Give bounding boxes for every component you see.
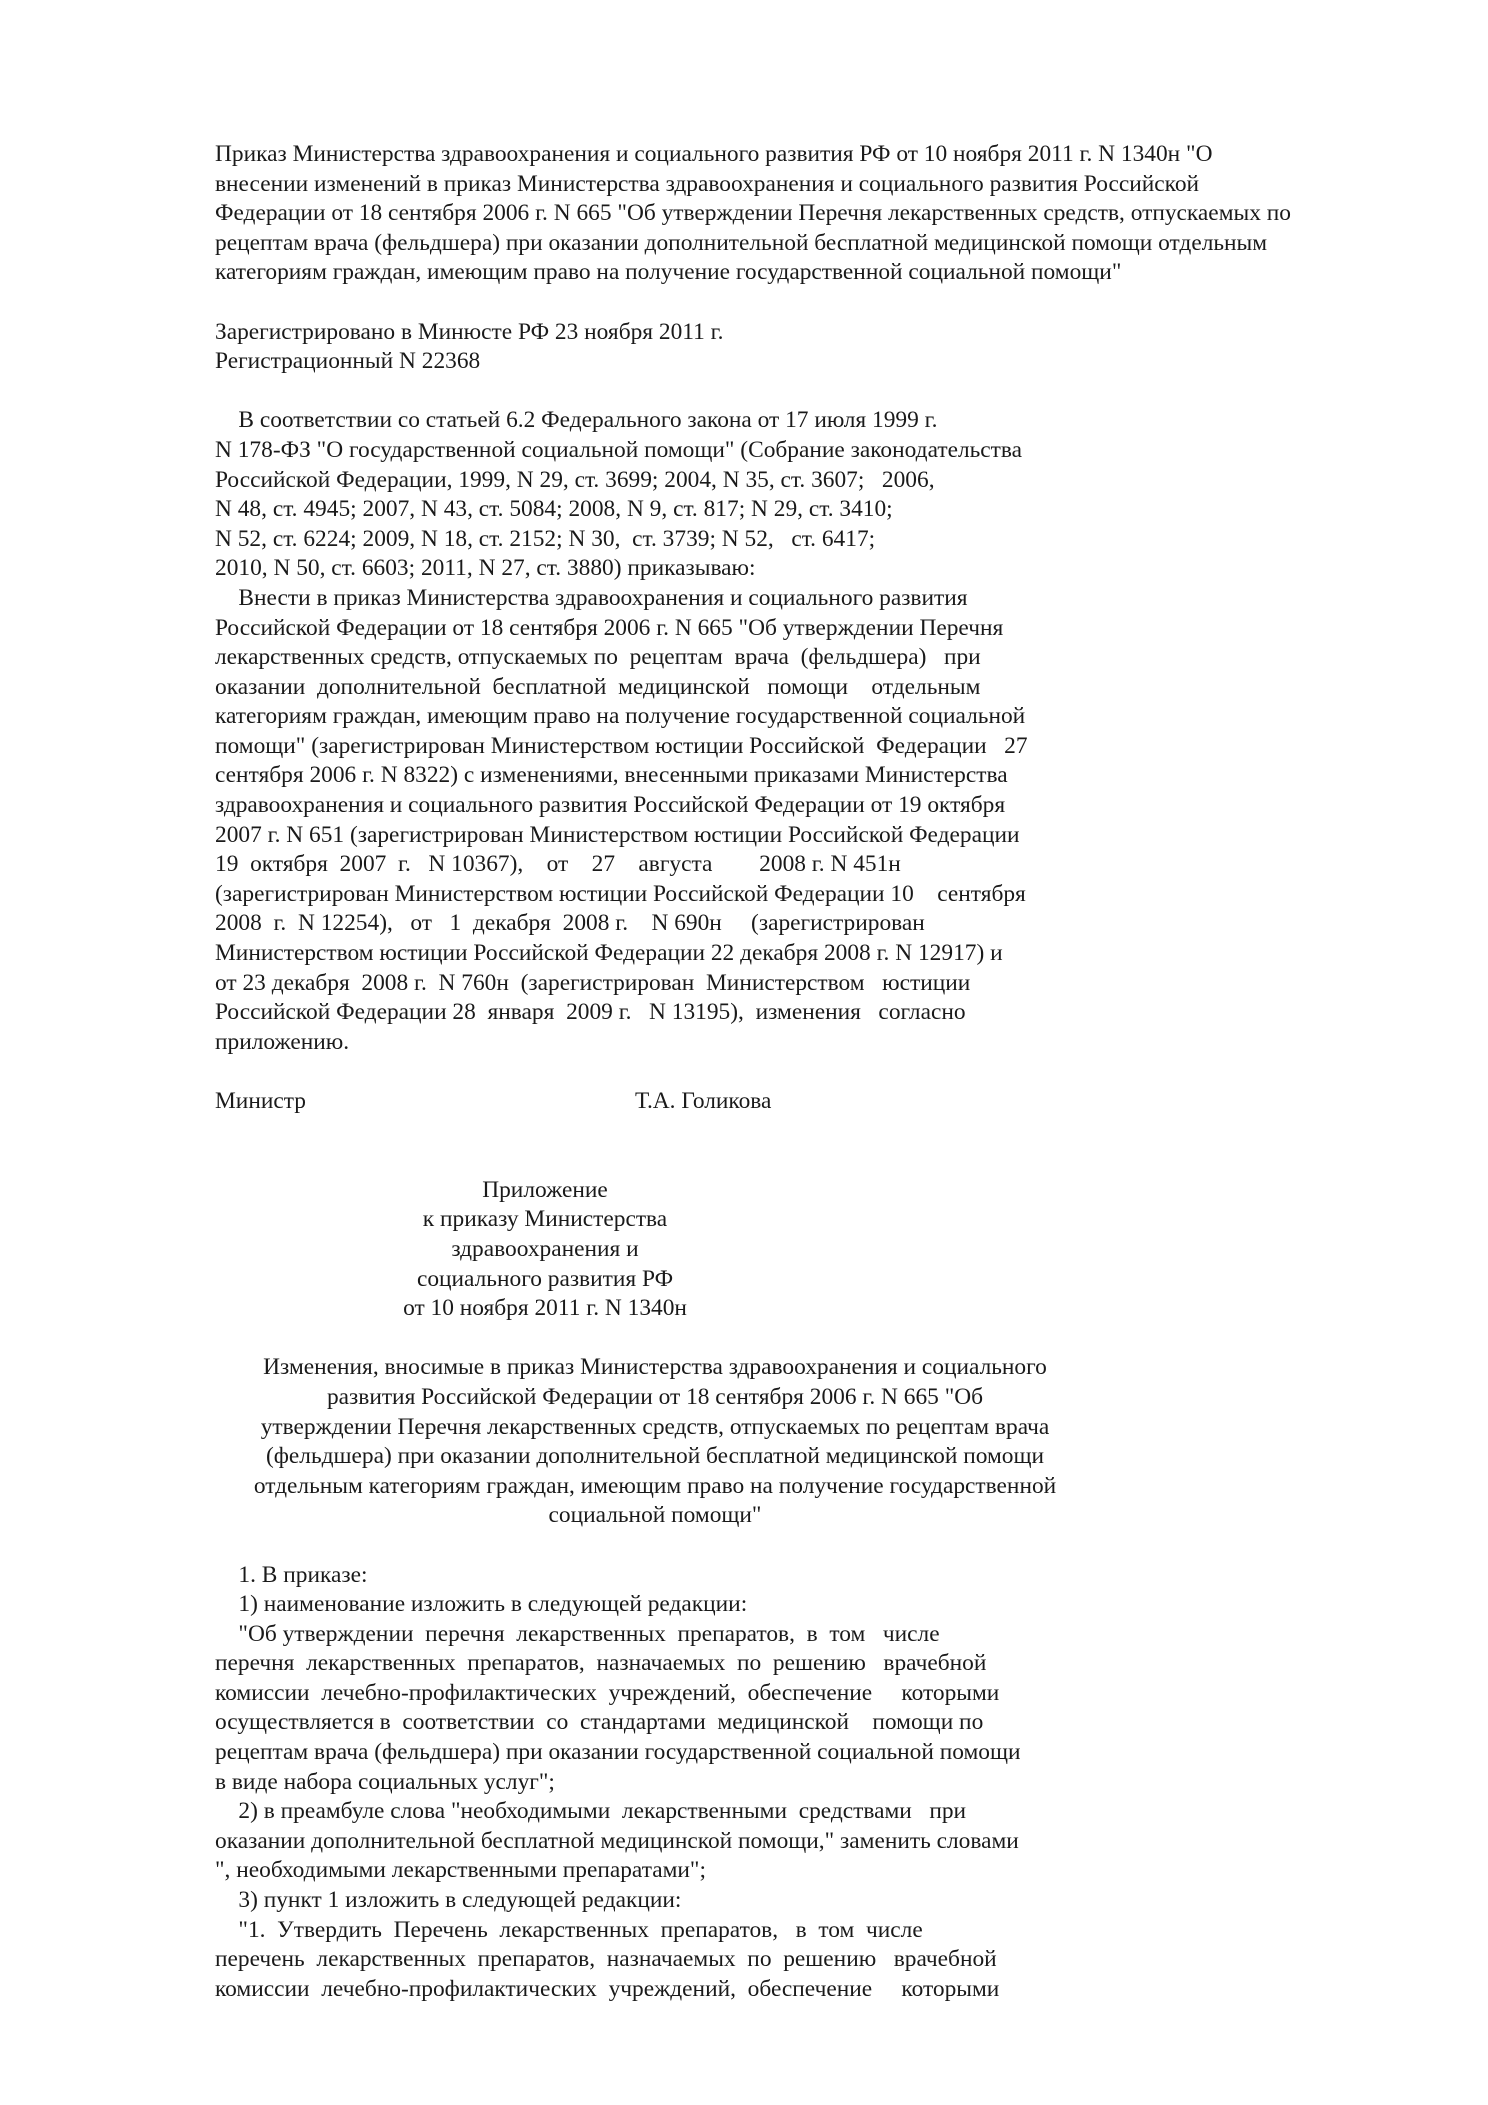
preamble-line: 2008 г. N 12254), от 1 декабря 2008 г. N 690н (зарегистрирован — [215, 910, 925, 937]
changes-title-line: утверждении Перечня лекарственных средств, отпускаемых по рецептам врача — [260, 1413, 1050, 1440]
spacer — [215, 288, 1215, 318]
appendix-header — [215, 1176, 875, 1324]
appendix-line: к приказу Министерства — [422, 1206, 668, 1233]
body-line: в виде набора социальных услуг"; — [215, 1768, 555, 1795]
changes-title — [215, 1353, 1095, 1531]
spacer — [215, 1531, 1215, 1561]
spacer — [215, 1324, 1215, 1354]
preamble-line: N 48, ст. 4945; 2007, N 43, ст. 5084; 2008, N 9, ст. 817; N 29, ст. 3410; — [215, 496, 893, 523]
changes-title-line: социальной помощи" — [548, 1502, 762, 1529]
preamble-line: Российской Федерации 28 января 2009 г. N 13195), изменения согласно — [215, 999, 966, 1026]
body-line: оказании дополнительной бесплатной медицинской помощи," заменить словами — [215, 1827, 1019, 1854]
title-line: Приказ Министерства здравоохранения и социального развития РФ от 10 ноября 2011 г. N 1340н "О — [215, 141, 1213, 167]
preamble-line: Российской Федерации, 1999, N 29, ст. 3699; 2004, N 35, ст. 3607; 2006, — [215, 466, 935, 493]
preamble-line: (зарегистрирован Министерством юстиции Российской Федерации 10 сентября — [215, 880, 1026, 907]
body-line: комиссии лечебно-профилактических учреждений, обеспечение которыми — [215, 1679, 1000, 1706]
spacer — [215, 1117, 1215, 1147]
body-line: "1. Утвердить Перечень лекарственных препаратов, в том числе — [215, 1916, 923, 1943]
appendix-line: социального развития РФ — [416, 1265, 674, 1292]
preamble-line: 2007 г. N 651 (зарегистрирован Министерством юстиции Российской Федерации — [215, 821, 1020, 848]
signatory-name: Т.А. Голикова — [635, 1088, 772, 1114]
preamble-line: 2010, N 50, ст. 6603; 2011, N 27, ст. 3880) приказываю: — [215, 555, 756, 582]
registration-line: Регистрационный N 22368 — [215, 348, 481, 375]
spacer — [215, 1146, 1215, 1176]
changes-title-line: Изменения, вносимые в приказ Министерства здравоохранения и социального — [263, 1354, 1047, 1381]
preamble-line: Министерством юстиции Российской Федерации 22 декабря 2008 г. N 12917) и — [215, 940, 1003, 967]
signatory-position: Министр — [215, 1088, 306, 1114]
title-line: Федерации от 18 сентября 2006 г. N 665 "Об утверждении Перечня лекарственных средств, отпускаемых по — [215, 200, 1291, 227]
body-line: "Об утверждении перечня лекарственных препаратов, в том числе — [215, 1620, 940, 1647]
body-line: осуществляется в соответствии со стандартами медицинской помощи по — [215, 1709, 984, 1736]
preamble-line: здравоохранения и социального развития Российской Федерации от 19 октября — [215, 792, 1006, 819]
preamble-line: оказании дополнительной бесплатной медицинской помощи отдельным — [215, 673, 981, 700]
appendix-line: здравоохранения и — [451, 1235, 639, 1262]
preamble-line: В соответствии со статьей 6.2 Федерального закона от 17 июля 1999 г. — [215, 407, 938, 434]
changes-title-line: отдельным категориям граждан, имеющим право на получение государственной — [253, 1472, 1057, 1499]
signature-block — [215, 1087, 1215, 1117]
changes-title-line: (фельдшера) при оказании дополнительной бесплатной медицинской помощи — [265, 1443, 1045, 1470]
registration-line: Зарегистрировано в Минюсте РФ 23 ноября 2011 г. — [215, 318, 724, 345]
preamble-line: Российской Федерации от 18 сентября 2006 г. N 665 "Об утверждении Перечня — [215, 614, 1004, 641]
preamble-line: категориям граждан, имеющим право на получение государственной социальной — [215, 703, 1026, 730]
body-line: 2) в преамбуле слова "необходимыми лекарственными средствами при — [215, 1798, 967, 1825]
preamble — [215, 406, 1215, 1057]
preamble-line: 19 октября 2007 г. N 10367), от 27 августа 2008 г. N 451н — [215, 851, 901, 878]
preamble-line: от 23 декабря 2008 г. N 760н (зарегистрирован Министерством юстиции — [215, 969, 971, 996]
body-line: 1) наименование изложить в следующей редакции: — [215, 1591, 748, 1618]
body-line: перечня лекарственных препаратов, назначаемых по решению врачебной — [215, 1650, 987, 1677]
preamble-line: помощи" (зарегистрирован Министерством юстиции Российской Федерации 27 — [215, 732, 1028, 759]
document-body — [215, 140, 1291, 2004]
body-line: 3) пункт 1 изложить в следующей редакции: — [215, 1887, 682, 1914]
document-title — [215, 140, 1291, 288]
preamble-line: лекарственных средств, отпускаемых по рецептам врача (фельдшера) при — [215, 644, 981, 671]
body-line: рецептам врача (фельдшера) при оказании государственной социальной помощи — [215, 1739, 1021, 1766]
appendix-line: Приложение — [482, 1176, 608, 1203]
preamble-line: N 178-ФЗ "О государственной социальной помощи" (Собрание законодательства — [215, 436, 1023, 463]
preamble-line: Внести в приказ Министерства здравоохранения и социального развития — [215, 584, 968, 611]
preamble-line: приложению. — [215, 1028, 350, 1055]
spacer — [215, 1057, 1215, 1087]
title-line: внесении изменений в приказ Министерства здравоохранения и социального развития Российской — [215, 170, 1200, 197]
body-line: перечень лекарственных препаратов, назначаемых по решению врачебной — [215, 1946, 997, 1973]
preamble-line: сентября 2006 г. N 8322) с изменениями, внесенными приказами Министерства — [215, 762, 1008, 789]
body-line: 1. В приказе: — [215, 1561, 368, 1588]
appendix-line: от 10 ноября 2011 г. N 1340н — [403, 1295, 687, 1322]
spacer — [215, 377, 1215, 407]
changes-title-line: развития Российской Федерации от 18 сентября 2006 г. N 665 "Об — [326, 1383, 984, 1410]
body-line: ", необходимыми лекарственными препаратами"; — [215, 1857, 706, 1884]
title-line: категориям граждан, имеющим право на получение государственной социальной помощи" — [215, 259, 1122, 286]
body-line: комиссии лечебно-профилактических учреждений, обеспечение которыми — [215, 1975, 1000, 2002]
registration-info — [215, 318, 1215, 377]
preamble-line: N 52, ст. 6224; 2009, N 18, ст. 2152; N 30, ст. 3739; N 52, ст. 6417; — [215, 525, 876, 552]
changes-body — [215, 1561, 1215, 2005]
title-line: рецептам врача (фельдшера) при оказании дополнительной бесплатной медицинской помощи отдельным — [215, 229, 1268, 256]
